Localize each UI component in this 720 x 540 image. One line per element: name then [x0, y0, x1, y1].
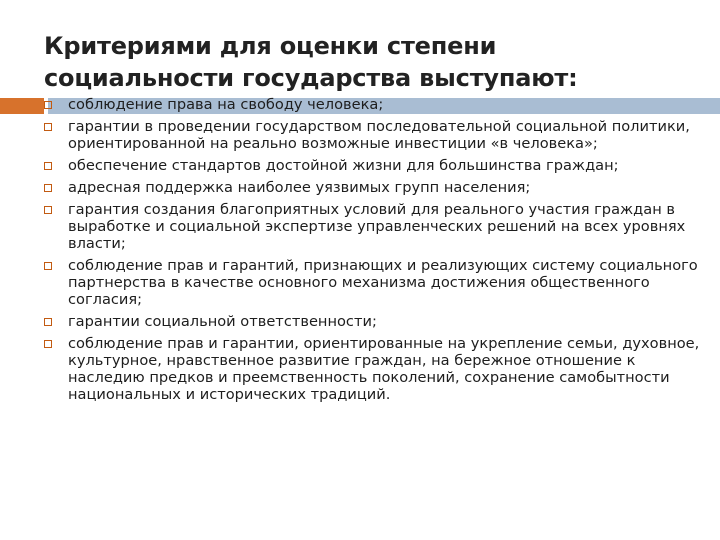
criteria-list-item [0, 335, 720, 403]
criteria-list-item [0, 157, 720, 174]
criteria-item-text: обеспечение стандартов достойной жизни для большинства граждан; [68, 157, 619, 174]
criteria-item-text: соблюдение прав и гарантии, ориентированные на укрепление семьи, духовное, культурное, нравственное развитие граждан, на бережное отношение к наследию предков и преемственность поколений, сохранение самобытности национальных и исторических традиций. [68, 335, 700, 403]
square-bullet-icon [44, 206, 52, 214]
criteria-item-text: гарантии в проведении государством последовательной социальной политики, ориентированной на реально возможные инвестиции «в человека»; [68, 118, 690, 152]
square-bullet-icon [44, 123, 52, 131]
square-bullet-icon [44, 262, 52, 270]
square-bullet-icon [44, 184, 52, 192]
square-bullet-icon [44, 340, 52, 348]
square-bullet-icon [44, 162, 52, 170]
criteria-item-text: гарантия создания благоприятных условий для реального участия граждан в выработке и социальной экспертизе управленческих решений на всех уровнях власти; [68, 201, 686, 252]
criteria-item-text: гарантии социальной ответственности; [68, 313, 377, 330]
criteria-item-text: соблюдение права на свободу человека; [68, 96, 384, 113]
square-bullet-icon [44, 318, 52, 326]
criteria-list [0, 96, 720, 408]
criteria-list-item [0, 313, 720, 330]
slide-title-line-2: социальности государства выступают: [44, 64, 578, 92]
criteria-list-item [0, 96, 720, 113]
criteria-item-text: соблюдение прав и гарантий, признающих и реализующих систему социального партнерства в качестве основного механизма достижения общественного согласия; [68, 257, 698, 308]
slide-title [44, 30, 684, 94]
slide-title-line-1: Критериями для оценки степени [44, 32, 497, 60]
square-bullet-icon [44, 101, 52, 109]
criteria-list-item [0, 179, 720, 196]
criteria-list-item [0, 201, 720, 252]
criteria-list-item [0, 118, 720, 152]
criteria-list-item [0, 257, 720, 308]
criteria-item-text: адресная поддержка наиболее уязвимых групп населения; [68, 179, 531, 196]
